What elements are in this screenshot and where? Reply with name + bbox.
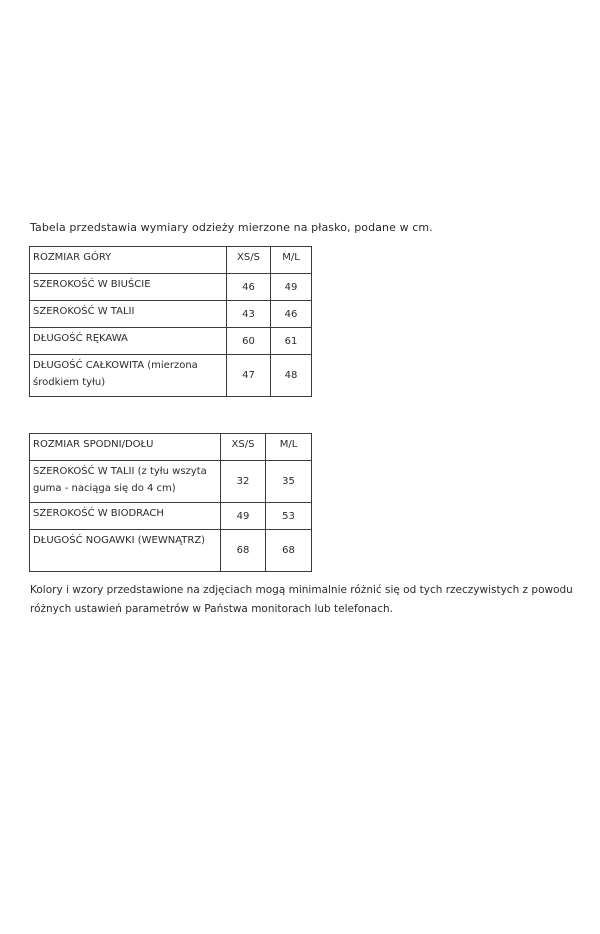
table-row bbox=[30, 274, 312, 301]
row-label: DŁUGOŚĆ CAŁKOWITA (mierzona środkiem tyłu) bbox=[30, 355, 227, 397]
header-cell: XS/S bbox=[227, 247, 271, 274]
value-xs-s: 43 bbox=[227, 301, 271, 328]
value-m-l: 35 bbox=[266, 461, 312, 503]
intro-text: Tabela przedstawia wymiary odzieży mierzone na płasko, podane w cm. bbox=[30, 221, 433, 234]
value-m-l: 53 bbox=[266, 503, 312, 530]
table-row bbox=[30, 461, 312, 503]
header-cell: XS/S bbox=[221, 434, 266, 461]
bottom-size-table bbox=[29, 433, 312, 572]
value-xs-s: 47 bbox=[227, 355, 271, 397]
value-xs-s: 60 bbox=[227, 328, 271, 355]
row-label: SZEROKOŚĆ W TALII bbox=[30, 301, 227, 328]
table-header-row bbox=[30, 434, 312, 461]
table-row bbox=[30, 530, 312, 572]
row-label: SZEROKOŚĆ W TALII (z tyłu wszyta guma - naciąga się do 4 cm) bbox=[30, 461, 221, 503]
value-m-l: 61 bbox=[271, 328, 312, 355]
header-cell: ROZMIAR GÓRY bbox=[30, 247, 227, 274]
table-row bbox=[30, 503, 312, 530]
top-size-table bbox=[29, 246, 312, 397]
value-xs-s: 68 bbox=[221, 530, 266, 572]
row-label: SZEROKOŚĆ W BIUŚCIE bbox=[30, 274, 227, 301]
row-label: DŁUGOŚĆ RĘKAWA bbox=[30, 328, 227, 355]
value-m-l: 48 bbox=[271, 355, 312, 397]
value-m-l: 46 bbox=[271, 301, 312, 328]
value-m-l: 68 bbox=[266, 530, 312, 572]
row-label: SZEROKOŚĆ W BIODRACH bbox=[30, 503, 221, 530]
value-xs-s: 46 bbox=[227, 274, 271, 301]
header-cell: ROZMIAR SPODNI/DOŁU bbox=[30, 434, 221, 461]
table-row bbox=[30, 328, 312, 355]
header-cell: M/L bbox=[271, 247, 312, 274]
table-header-row bbox=[30, 247, 312, 274]
row-label: DŁUGOŚĆ NOGAWKI (WEWNĄTRZ) bbox=[30, 530, 221, 572]
table-row bbox=[30, 355, 312, 397]
value-m-l: 49 bbox=[271, 274, 312, 301]
value-xs-s: 32 bbox=[221, 461, 266, 503]
table-row bbox=[30, 301, 312, 328]
color-disclaimer: Kolory i wzory przedstawione na zdjęciach mogą minimalnie różnić się od tych rzeczywistych z powodu różnych ustawień parametrów w Państwa monitorach lub telefonach. bbox=[30, 584, 573, 615]
value-xs-s: 49 bbox=[221, 503, 266, 530]
header-cell: M/L bbox=[266, 434, 312, 461]
